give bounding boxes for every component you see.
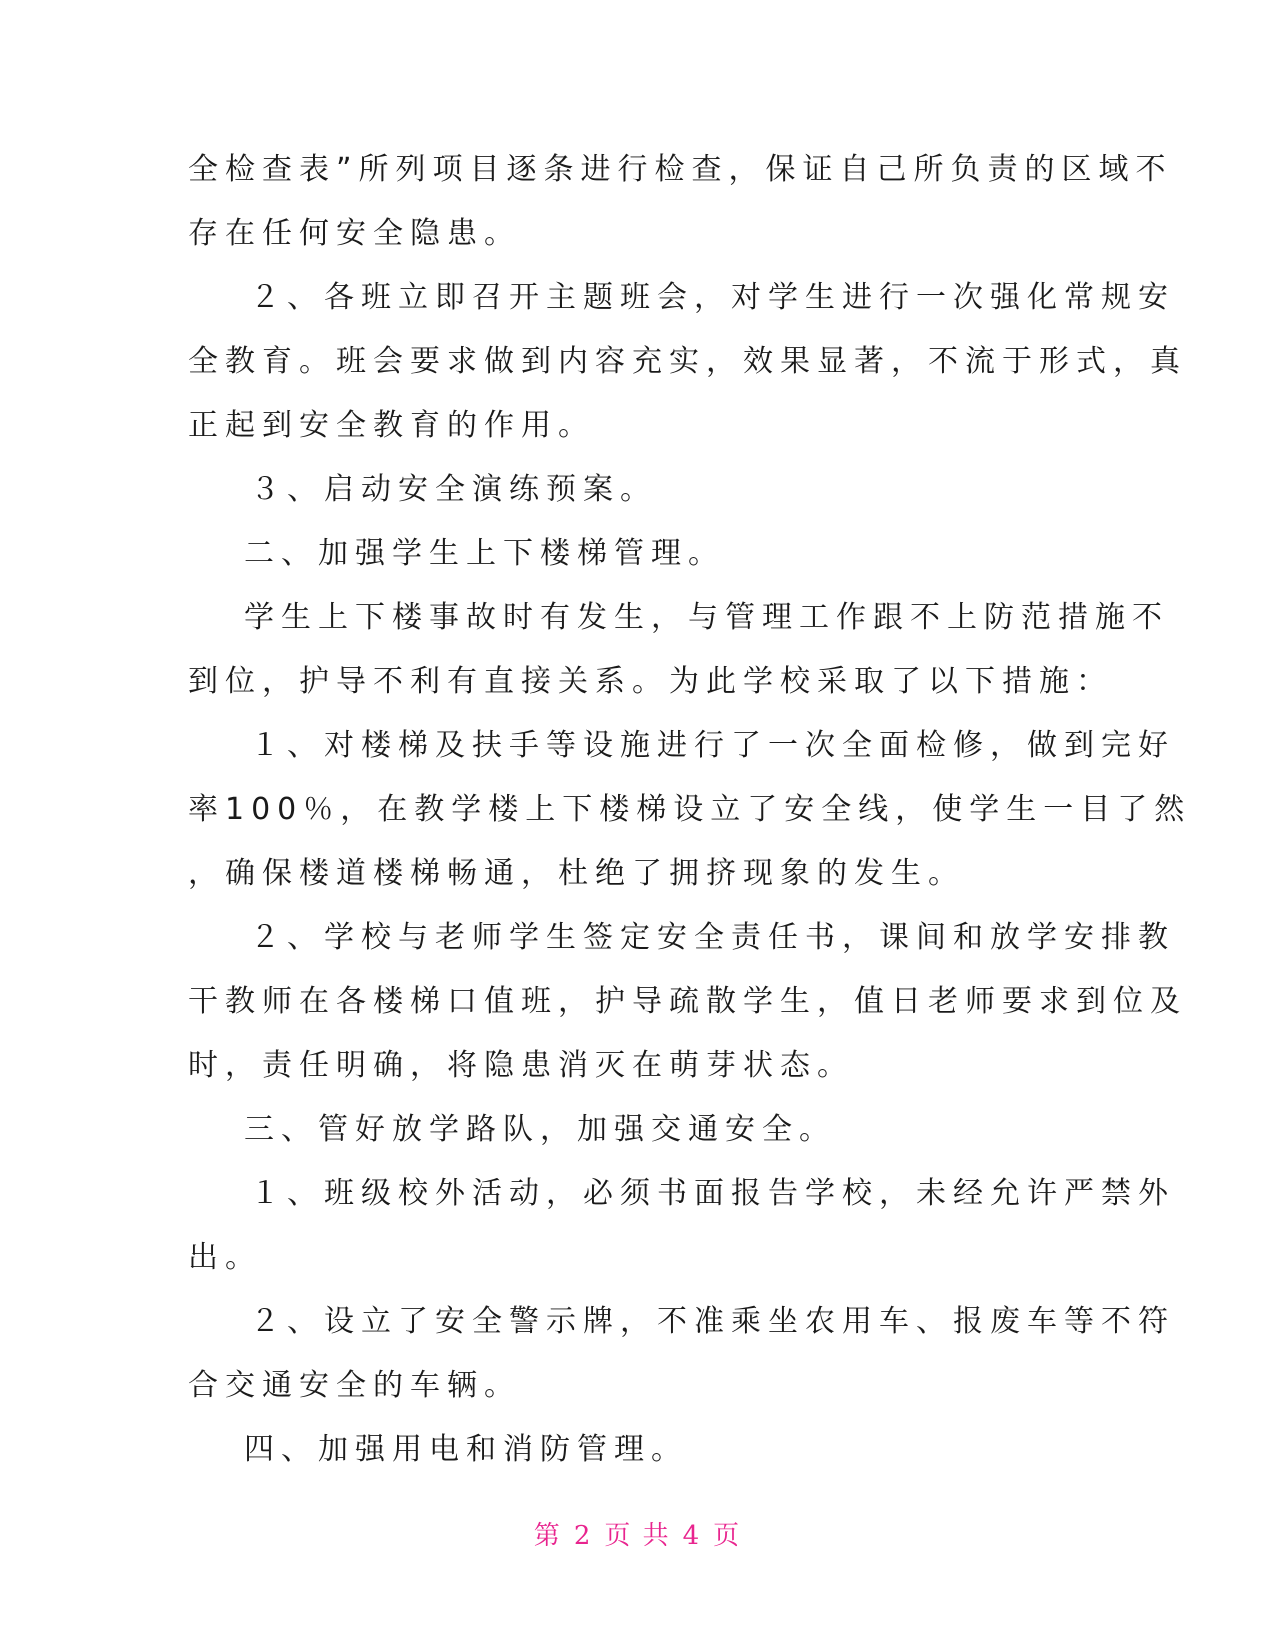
section-heading: 二、加强学生上下楼梯管理。 [244, 536, 725, 571]
text-line: 存在任何安全隐患。 [188, 216, 521, 251]
section-heading: 三、管好放学路队，加强交通安全。 [244, 1112, 836, 1147]
text-line: ３、启动安全演练预案。 [250, 472, 657, 507]
text-line: 全检查表”所列项目逐条进行检查，保证自己所负责的区域不 [188, 152, 1173, 187]
text-line: 学生上下楼事故时有发生，与管理工作跟不上防范措施不 [244, 600, 1169, 635]
footer-prefix: 第 [533, 1521, 562, 1551]
document-body [188, 138, 1192, 1482]
text-line: 全教育。班会要求做到内容充实，效果显著，不流于形式，真 [188, 344, 1187, 379]
text-line: ２、设立了安全警示牌，不准乘坐农用车、报废车等不符 [250, 1304, 1175, 1339]
text-line: ，确保楼道楼梯畅通，杜绝了拥挤现象的发生。 [188, 856, 965, 891]
text-line: 合交通安全的车辆。 [188, 1368, 521, 1403]
footer-suffix: 页 [713, 1521, 742, 1551]
text-line: ２、学校与老师学生签定安全责任书，课间和放学安排教 [250, 920, 1175, 955]
footer-middle: 页 共 [604, 1521, 671, 1551]
text-line: ２、各班立即召开主题班会，对学生进行一次强化常规安 [250, 280, 1175, 315]
footer-total-pages: 4 [682, 1521, 702, 1551]
footer-current-page: 2 [573, 1521, 593, 1551]
text-line: １、班级校外活动，必须书面报告学校，未经允许严禁外 [250, 1176, 1175, 1211]
text-line: 干教师在各楼梯口值班，护导疏散学生，值日老师要求到位及 [188, 984, 1187, 1019]
text-line: 时，责任明确，将隐患消灭在萌芽状态。 [188, 1048, 854, 1083]
text-line: 出。 [188, 1240, 262, 1275]
page-footer [0, 1515, 1275, 1552]
text-line: 率100％，在教学楼上下楼梯设立了安全线，使学生一目了然 [188, 792, 1192, 827]
text-line: １、对楼梯及扶手等设施进行了一次全面检修，做到完好 [250, 728, 1175, 763]
section-heading: 四、加强用电和消防管理。 [244, 1432, 688, 1467]
text-line: 到位，护导不利有直接关系。为此学校采取了以下措施： [188, 664, 1113, 699]
text-line: 正起到安全教育的作用。 [188, 408, 595, 443]
